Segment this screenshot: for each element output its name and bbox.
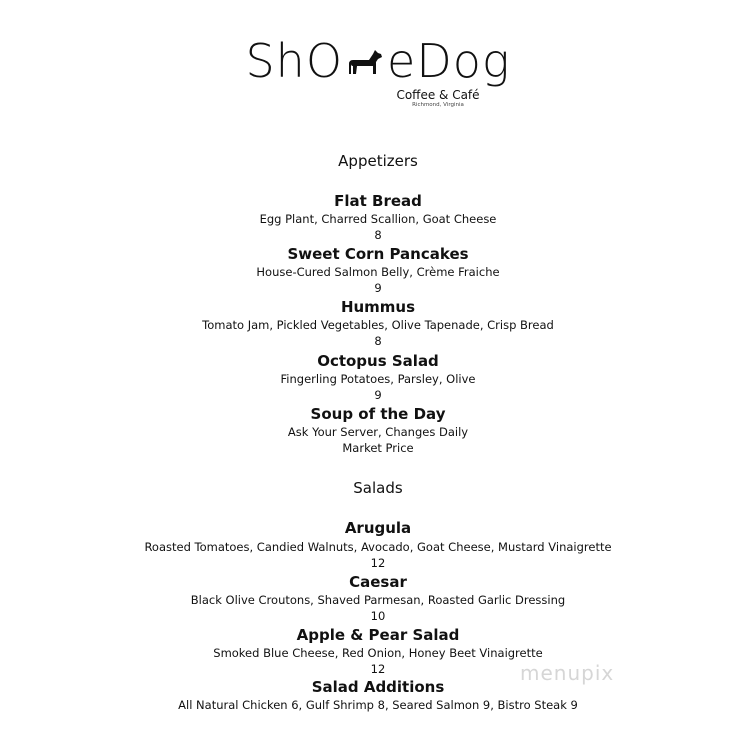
menu-item-description: Smoked Blue Cheese, Red Onion, Honey Beet Vinaigrette [213,646,543,660]
menu-item-name: Octopus Salad [317,352,439,370]
menu-item-name: Apple & Pear Salad [296,626,460,644]
section-title-salads: Salads [353,479,403,497]
menu-item-description: All Natural Chicken 6, Gulf Shrimp 8, Seared Salmon 9, Bistro Steak 9 [178,698,578,712]
menu-item-description: Roasted Tomatoes, Candied Walnuts, Avocado, Goat Cheese, Mustard Vinaigrette [144,540,612,554]
section-title-appetizers: Appetizers [338,152,418,170]
menu-item-description: Tomato Jam, Pickled Vegetables, Olive Tapenade, Crisp Bread [202,318,554,332]
logo-subtitle: Coffee & Café [396,88,480,102]
menu-item-name: Salad Additions [311,678,445,696]
shore-dog-logo [0,36,756,109]
menu-item-price: 8 [374,334,382,348]
menu-item-name: Hummus [340,298,416,316]
logo-word-left: ShO [245,34,344,88]
menu-item-name: Arugula [344,519,412,537]
menu-item-price: 12 [370,556,386,570]
menupix-watermark: menupix [520,661,615,685]
menu-item-description: Egg Plant, Charred Scallion, Goat Cheese [259,212,497,226]
menu-item-name: Caesar [349,573,407,591]
menu-item-price: 10 [370,609,386,623]
logo-city: Richmond, Virginia [412,102,464,108]
menu-item-description: House-Cured Salmon Belly, Crème Fraiche [256,265,500,279]
menu-item-description: Black Olive Croutons, Shaved Parmesan, Roasted Garlic Dressing [190,593,566,607]
menu-item-name: Flat Bread [334,192,422,210]
menu-item-name: Soup of the Day [310,405,446,423]
menu-item-price: 9 [374,281,382,295]
menu-item-price: 12 [370,662,386,676]
menu-item-description: Fingerling Potatoes, Parsley, Olive [280,372,476,386]
menu-item-name: Sweet Corn Pancakes [287,245,469,263]
menu-item-price: Market Price [342,441,414,455]
menu-item-description: Ask Your Server, Changes Daily [287,425,469,439]
logo-wordmark [245,36,510,86]
logo-word-right: eDog [387,34,511,88]
menu-item-price: 9 [374,388,382,402]
dog-icon [345,48,385,78]
menu-item-price: 8 [374,228,382,242]
